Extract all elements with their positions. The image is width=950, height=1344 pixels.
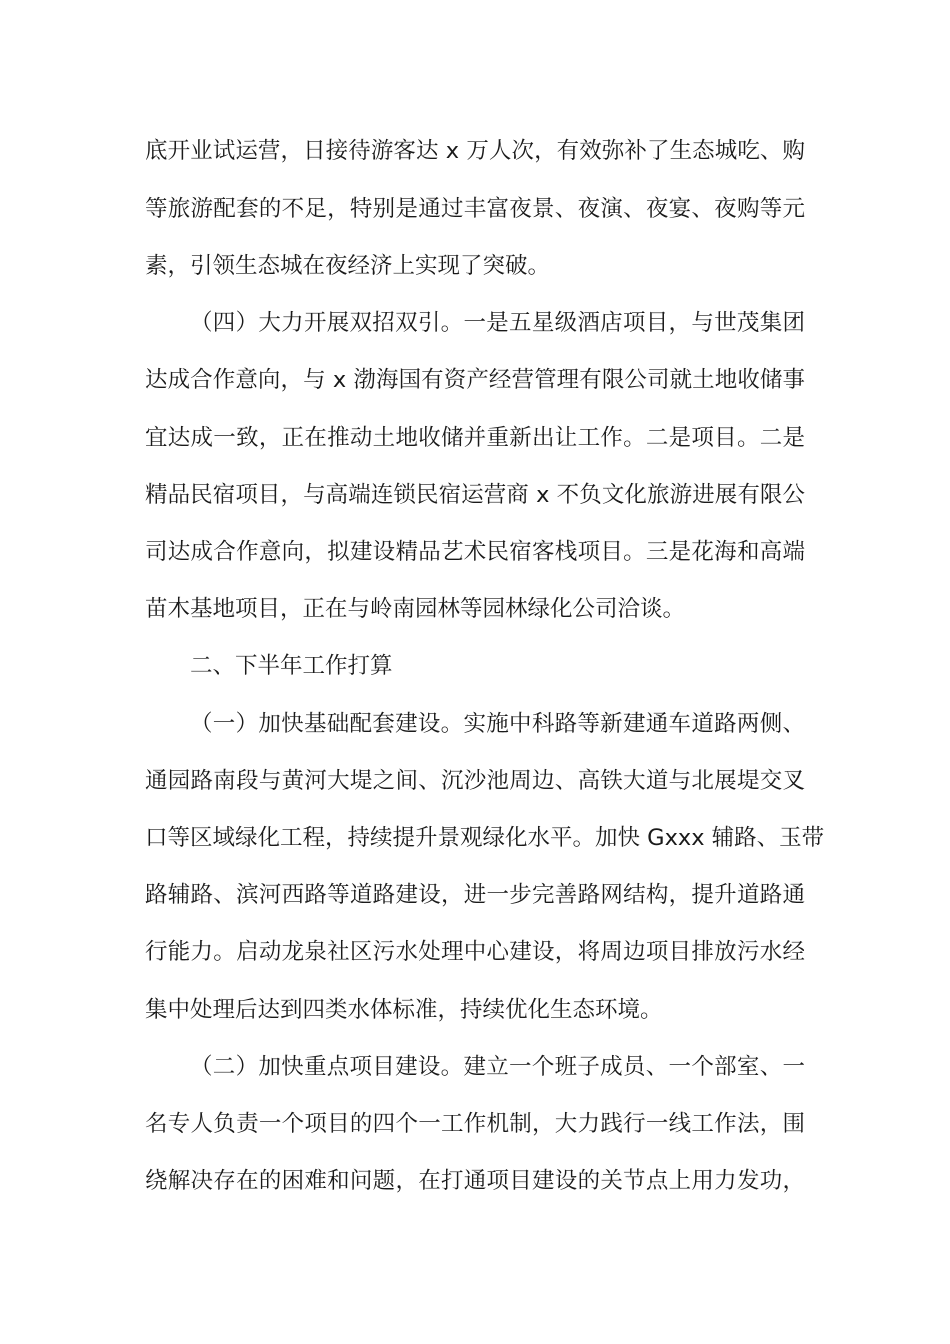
text-line: 宜达成一致，正在推动土地收储并重新出让工作。二是项目。二是 bbox=[145, 425, 805, 451]
text-line: 底开业试运营，日接待游客达 x 万人次，有效弥补了生态城吃、购 bbox=[145, 138, 805, 164]
text-line: 行能力。启动龙泉社区污水处理中心建设，将周边项目排放污水经 bbox=[145, 939, 805, 965]
text-line: 精品民宿项目，与高端连锁民宿运营商 x 不负文化旅游进展有限公 bbox=[145, 482, 805, 508]
text-line: （四）大力开展双招双引。一是五星级酒店项目，与世茂集团 bbox=[190, 310, 805, 336]
text-line: 名专人负责一个项目的四个一工作机制，大力践行一线工作法，围 bbox=[145, 1111, 805, 1137]
text-line: 通园路南段与黄河大堤之间、沉沙池周边、高铁大道与北展堤交叉 bbox=[145, 768, 805, 794]
section-heading: 二、下半年工作打算 bbox=[190, 653, 393, 679]
text-line: 素，引领生态城在夜经济上实现了突破。 bbox=[145, 253, 551, 279]
text-line: （一）加快基础配套建设。实施中科路等新建通车道路两侧、 bbox=[190, 711, 805, 737]
text-line: 等旅游配套的不足，特别是通过丰富夜景、夜演、夜宴、夜购等元 bbox=[145, 196, 805, 222]
text-line: 路辅路、滨河西路等道路建设，进一步完善路网结构，提升道路通 bbox=[145, 882, 805, 908]
text-line: 司达成合作意向，拟建设精品艺术民宿客栈项目。三是花海和高端 bbox=[145, 539, 805, 565]
text-line: 苗木基地项目，正在与岭南园林等园林绿化公司洽谈。 bbox=[145, 596, 686, 622]
text-line: 绕解决存在的困难和问题，在打通项目建设的关节点上用力发功， bbox=[145, 1168, 805, 1194]
text-line: 集中处理后达到四类水体标准，持续优化生态环境。 bbox=[145, 997, 663, 1023]
text-line: （二）加快重点项目建设。建立一个班子成员、一个部室、一 bbox=[190, 1054, 805, 1080]
text-line: 达成合作意向，与 x 渤海国有资产经营管理有限公司就土地收储事 bbox=[145, 367, 805, 393]
text-line: 口等区域绿化工程，持续提升景观绿化水平。加快 Gxxx 辅路、玉带 bbox=[145, 825, 825, 851]
